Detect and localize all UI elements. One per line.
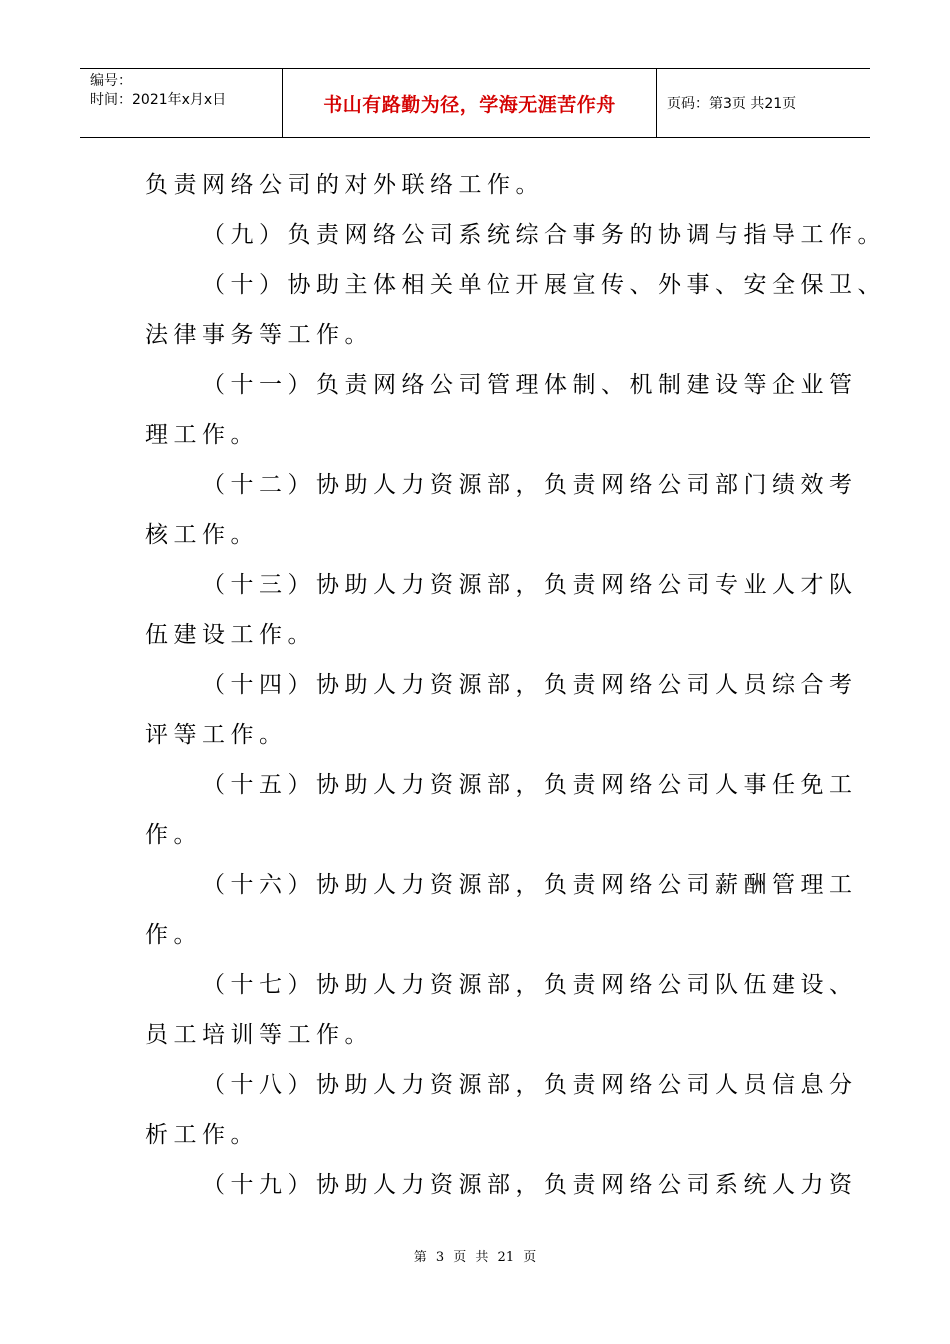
- text-line: （十一）负责网络公司管理体制、机制建设等企业管: [202, 372, 858, 398]
- paragraph: [145, 460, 858, 560]
- text-line: （十）协助主体相关单位开展宣传、外事、安全保卫、: [202, 272, 886, 298]
- number-label: 编号：: [90, 73, 132, 89]
- motto-text: 书山有路勤为径，学海无涯苦作舟: [323, 93, 616, 116]
- header-motto-cell: [283, 69, 657, 137]
- time-label: 时间：: [90, 92, 132, 108]
- header-meta-cell: [80, 69, 283, 137]
- text-line: 核工作。: [145, 522, 259, 548]
- paragraph: [145, 860, 858, 960]
- text-line: （九）负责网络公司系统综合事务的协调与指导工作。: [202, 222, 886, 248]
- text-line: （十五）协助人力资源部，负责网络公司人事任免工: [202, 772, 858, 798]
- text-line: 负责网络公司的对外联络工作。: [145, 172, 544, 198]
- paragraph: [145, 960, 858, 1060]
- paragraph: [145, 560, 858, 660]
- text-line: （十三）协助人力资源部，负责网络公司专业人才队: [202, 572, 858, 598]
- paragraph: [145, 660, 858, 760]
- paragraph: [145, 360, 858, 460]
- text-line: （十二）协助人力资源部，负责网络公司部门绩效考: [202, 472, 858, 498]
- page-indicator: 页码：第3页 共21页: [667, 96, 797, 112]
- text-line: 员工培训等工作。: [145, 1022, 373, 1048]
- paragraph: [145, 760, 858, 860]
- text-line: （十七）协助人力资源部，负责网络公司队伍建设、: [202, 972, 858, 998]
- paragraph: [145, 1060, 858, 1160]
- text-line: （十八）协助人力资源部，负责网络公司人员信息分: [202, 1072, 858, 1098]
- text-line: 伍建设工作。: [145, 622, 316, 648]
- text-line: （十四）协助人力资源部，负责网络公司人员综合考: [202, 672, 858, 698]
- date-value: 2021年x月x日: [132, 92, 227, 108]
- text-line: 理工作。: [145, 422, 259, 448]
- paragraph: [145, 210, 886, 260]
- paragraph: [145, 160, 825, 210]
- text-line: 评等工作。: [145, 722, 288, 748]
- text-line: 作。: [145, 822, 202, 848]
- header-page-cell: [657, 69, 870, 137]
- paragraph: [145, 1160, 858, 1210]
- text-line: 析工作。: [145, 1122, 259, 1148]
- text-line: （十九）协助人力资源部，负责网络公司系统人力资: [202, 1172, 858, 1198]
- text-line: （十六）协助人力资源部，负责网络公司薪酬管理工: [202, 872, 858, 898]
- page-footer: 第 3 页 共 21 页: [413, 1250, 537, 1265]
- paragraph: [145, 260, 886, 360]
- text-line: 作。: [145, 922, 202, 948]
- text-line: 法律事务等工作。: [145, 322, 373, 348]
- document-body: [145, 160, 886, 1210]
- page-header: [80, 68, 870, 138]
